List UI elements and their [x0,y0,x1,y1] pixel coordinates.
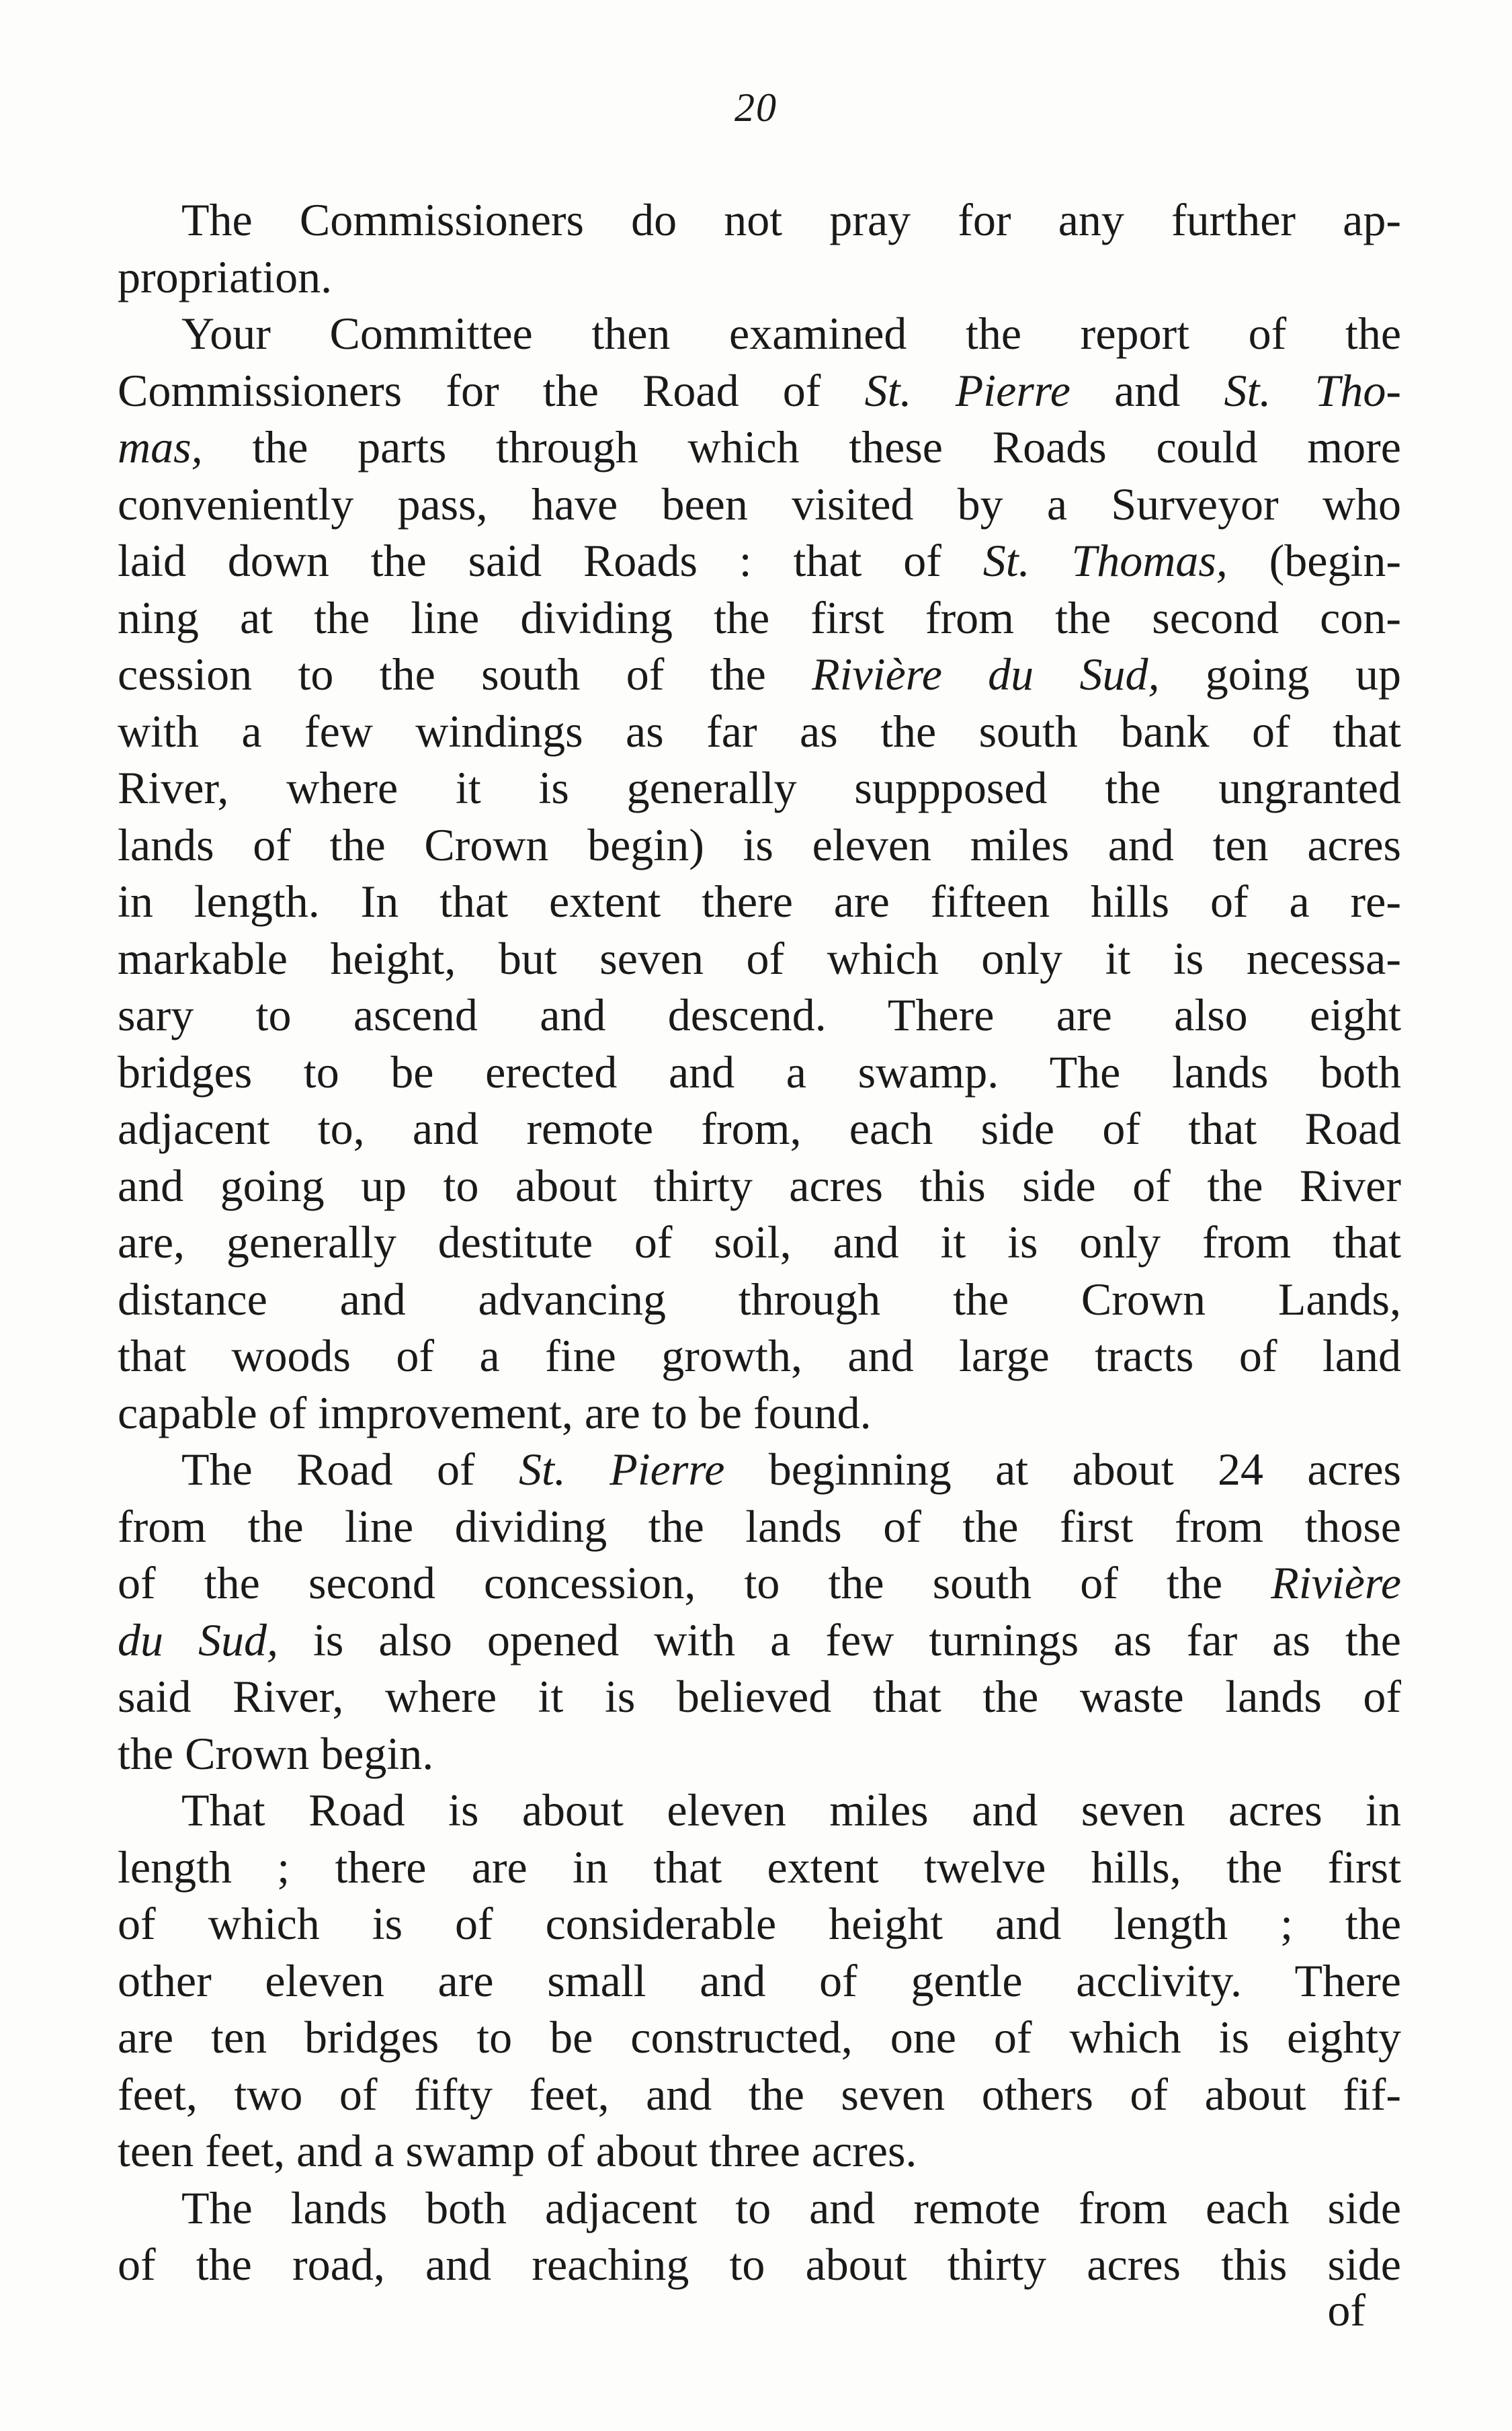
text-line: are ten bridges to be constructed, one of which is eighty [118,2012,1401,2063]
text-line: from the line dividing the lands of the first from those [118,1500,1401,1552]
text-line [118,646,1401,703]
italic-text: St. Tho- [1224,364,1402,416]
text-line: markable height, but seven of which only it is necessa- [118,932,1401,984]
body-text [118,192,1401,2293]
text-line: said River, where it is believed that the waste lands of [118,1671,1401,1722]
text-line: distance and advancing through the Crown Lands, [118,1273,1401,1325]
text-line: conveniently pass, have been visited by a Surveyor who [118,478,1401,530]
text-run: laid down the said Roads : that of [118,535,983,586]
text-run: and [1070,364,1224,416]
italic-text: du Sud, [118,1614,278,1665]
text-line: of which is of considerable height and length ; the [118,1898,1401,1949]
text-line: capable of improvement, are to be found. [118,1387,872,1438]
italic-text: St. Thomas, [982,535,1228,586]
text-line: The Commissioners do not pray for any further ap- [181,194,1401,245]
text-line: adjacent to, and remote from, each side of that Road [118,1103,1401,1154]
italic-text: St. Pierre [864,364,1070,416]
text-line: lands of the Crown begin) is eleven miles and ten acres [118,819,1401,870]
text-line: teen feet, and a swamp of about three acres. [118,2125,917,2176]
text-line: and going up to about thirty acres this side of the River [118,1159,1401,1211]
page-number: 20 [734,85,778,130]
italic-text: mas, [118,421,203,472]
text-line [118,419,1401,476]
text-line: ning at the line dividing the first from the second con- [118,591,1401,643]
text-line: bridges to be erected and a swamp. The lands both [118,1046,1401,1098]
text-run: cession to the south of the [118,649,812,700]
italic-text: Rivière [1271,1557,1401,1608]
text-line: other eleven are small and of gentle acclivity. There [118,1954,1401,2006]
text-line: River, where it is generally suppposed the ungranted [118,762,1401,813]
text-line [118,1441,1401,1498]
text-line: That Road is about eleven miles and seven acres in [181,1784,1401,1836]
text-run: The Road of [181,1444,519,1495]
text-run: beginning at about 24 acres [724,1444,1401,1495]
text-run: Commissioners for the Road of [118,364,865,416]
italic-text: Rivière du Sud, [812,649,1160,700]
text-line [118,1612,1401,1669]
text-line: The lands both adjacent to and remote from each side [181,2182,1401,2233]
text-line: are, generally destitute of soil, and it is only from that [118,1217,1401,1268]
text-line: that woods of a fine growth, and large tracts of land [118,1330,1401,1381]
text-line: length ; there are in that extent twelve hills, the first [118,1841,1401,1893]
text-run: of the second concession, to the south of the [118,1557,1271,1608]
text-line [118,532,1401,589]
text-run: going up [1159,649,1401,700]
text-line: Your Committee then examined the report of the [181,308,1401,359]
text-line: in length. In that extent there are fifteen hills of a re- [118,876,1401,927]
text-run: the parts through which these Roads could more [202,421,1401,472]
text-run: (begin- [1227,535,1401,586]
text-line: the Crown begin. [118,1727,434,1779]
text-line [118,1555,1401,1612]
text-line: propriation. [118,251,333,302]
text-line: sary to ascend and descend. There are also eight [118,989,1401,1040]
catchword: of [1327,2284,1366,2336]
italic-text: St. Pierre [518,1444,725,1495]
text-line [118,362,1401,419]
text-line: of the road, and reaching to about thirty acres this side [118,2239,1401,2290]
text-line: feet, two of fifty feet, and the seven others of about fif- [118,2068,1401,2120]
text-line: with a few windings as far as the south bank of that [118,705,1401,757]
text-run: is also opened with a few turnings as far as the [278,1614,1401,1665]
